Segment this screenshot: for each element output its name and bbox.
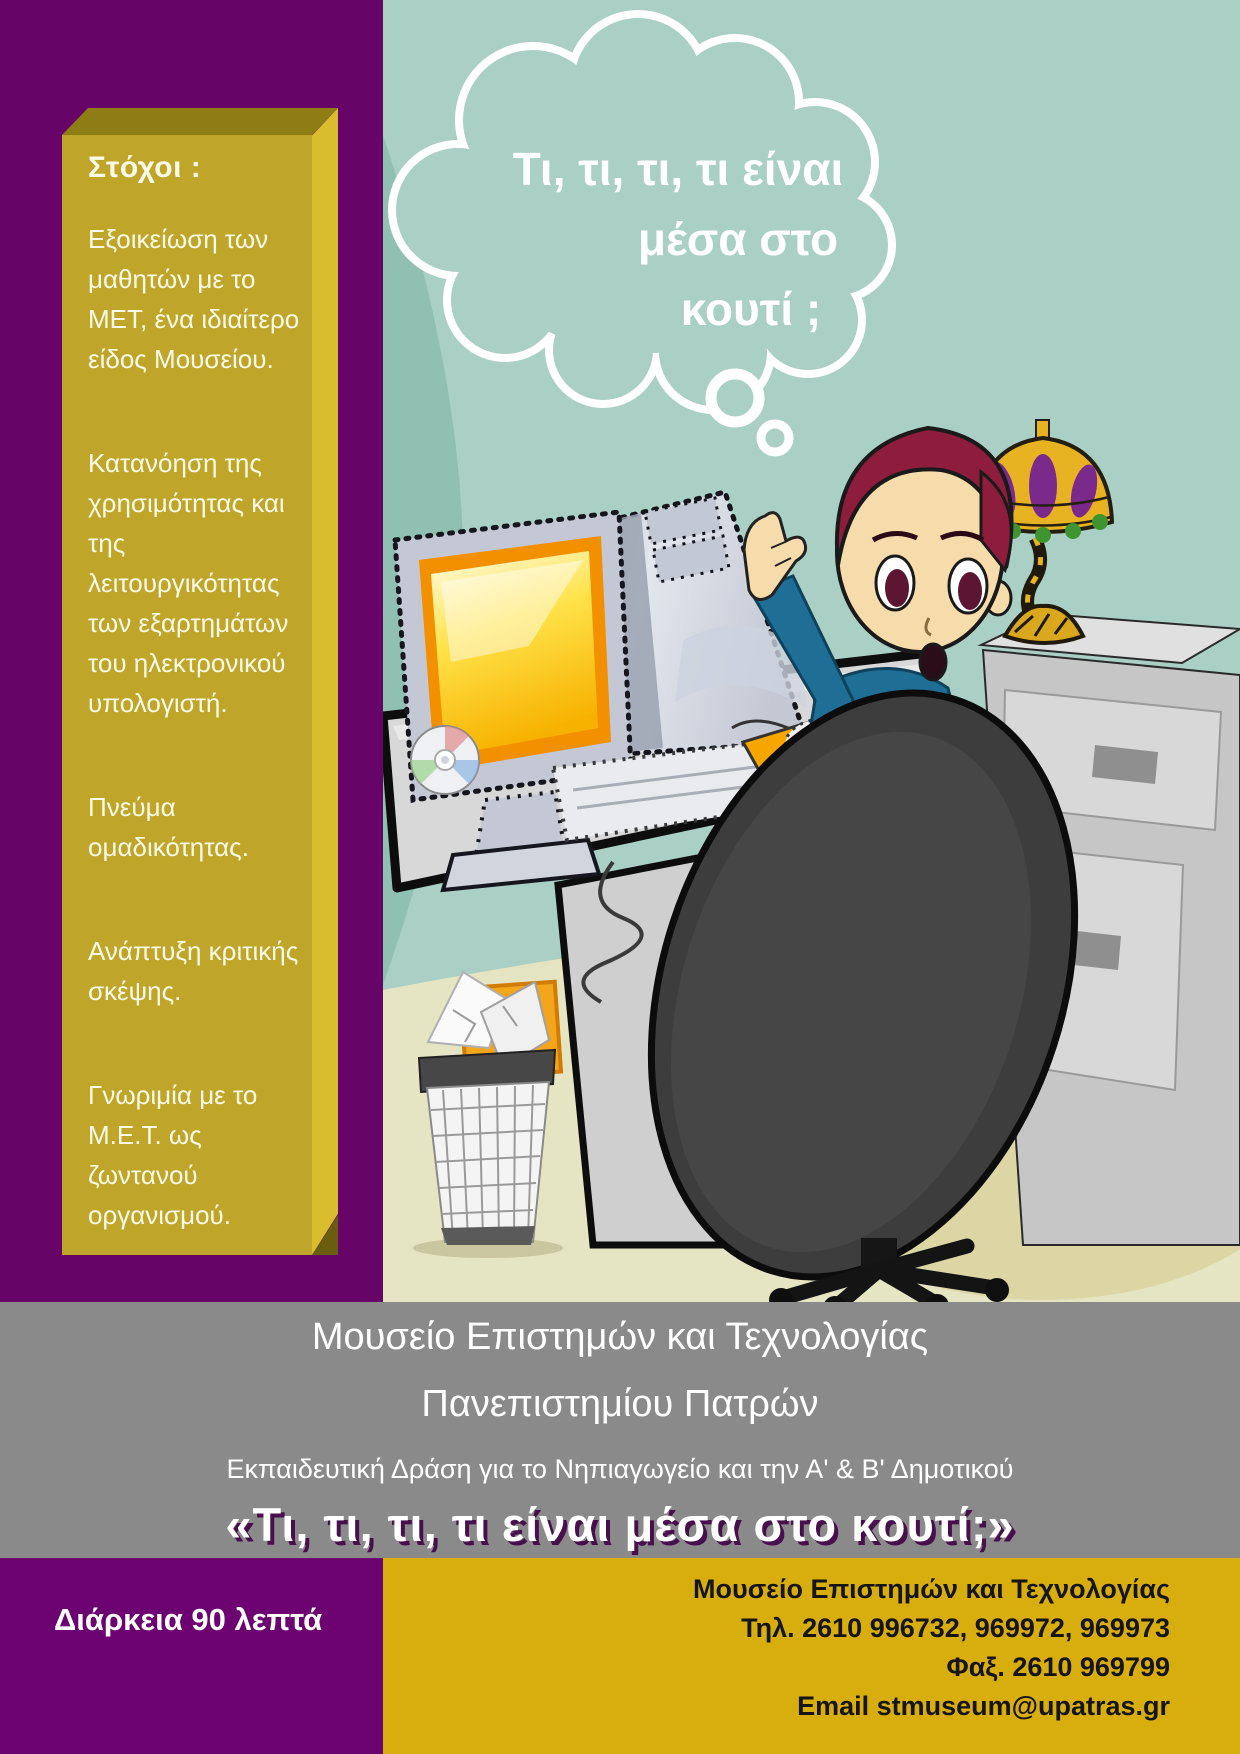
duration-text: Διάρκεια 90 λεπτά — [54, 1602, 323, 1637]
goal-item: Εξοικείωση των μαθητών με το ΜΕΤ, ένα ιδιαίτερο είδος Μουσείου. — [88, 224, 300, 374]
goals-panel — [0, 0, 383, 1302]
cd-disc — [411, 726, 479, 794]
goal-item: Γνωριμία με το Μ.Ε.Τ. ως ζωντανού οργανισμού. — [88, 1080, 258, 1230]
museum-name-line2: Πανεπιστημίου Πατρών — [421, 1383, 819, 1425]
goal-item: Κατανόηση της χρησιμότητας και της λειτουργικότητας των εξαρτημάτων του ηλεκτρονικού υπολογιστή. — [88, 448, 289, 718]
bubble-text-line1: Τι, τι, τι, τι είναι — [512, 143, 844, 195]
program-subtitle: Εκπαιδευτική Δράση για το Νηπιαγωγείο και την Α' & Β' Δημοτικού — [226, 1454, 1014, 1484]
goal-item: Πνεύμα ομαδικότητας. — [88, 792, 249, 862]
gold-box-top-face — [62, 108, 338, 135]
gold-box-right-face — [312, 108, 338, 1255]
title-banner — [0, 1302, 1240, 1558]
gold-box-front-face — [62, 135, 312, 1255]
boy-mouth — [920, 644, 946, 680]
museum-name-line1: Μουσείο Επιστημών και Τεχνολογίας — [311, 1316, 929, 1358]
bubble-trail-large — [711, 374, 759, 422]
contact-fax: Φαξ. 2610 969799 — [946, 1652, 1170, 1682]
contact-phone: Τηλ. 2610 996732, 969972, 969973 — [741, 1613, 1170, 1643]
bubble-text-line2: μέσα στο — [637, 213, 839, 265]
illustration-svg — [383, 0, 1240, 1302]
contact-email: Email stmuseum@upatras.gr — [797, 1691, 1170, 1721]
goals-title: Στόχοι : — [88, 151, 202, 184]
bubble-text-line3: κουτί ; — [680, 283, 822, 335]
bubble-trail-small — [761, 424, 789, 452]
duration-block — [0, 1558, 383, 1754]
illustration — [383, 0, 1240, 1302]
contact-name: Μουσείο Επιστημών και Τεχνολογίας — [693, 1574, 1170, 1604]
goal-item: Ανάπτυξη κριτικής σκέψης. — [88, 936, 299, 1006]
contact-block — [383, 1558, 1240, 1754]
activity-title: «Τι, τι, τι, τι είναι μέσα στο κουτί;» — [225, 1498, 1015, 1551]
